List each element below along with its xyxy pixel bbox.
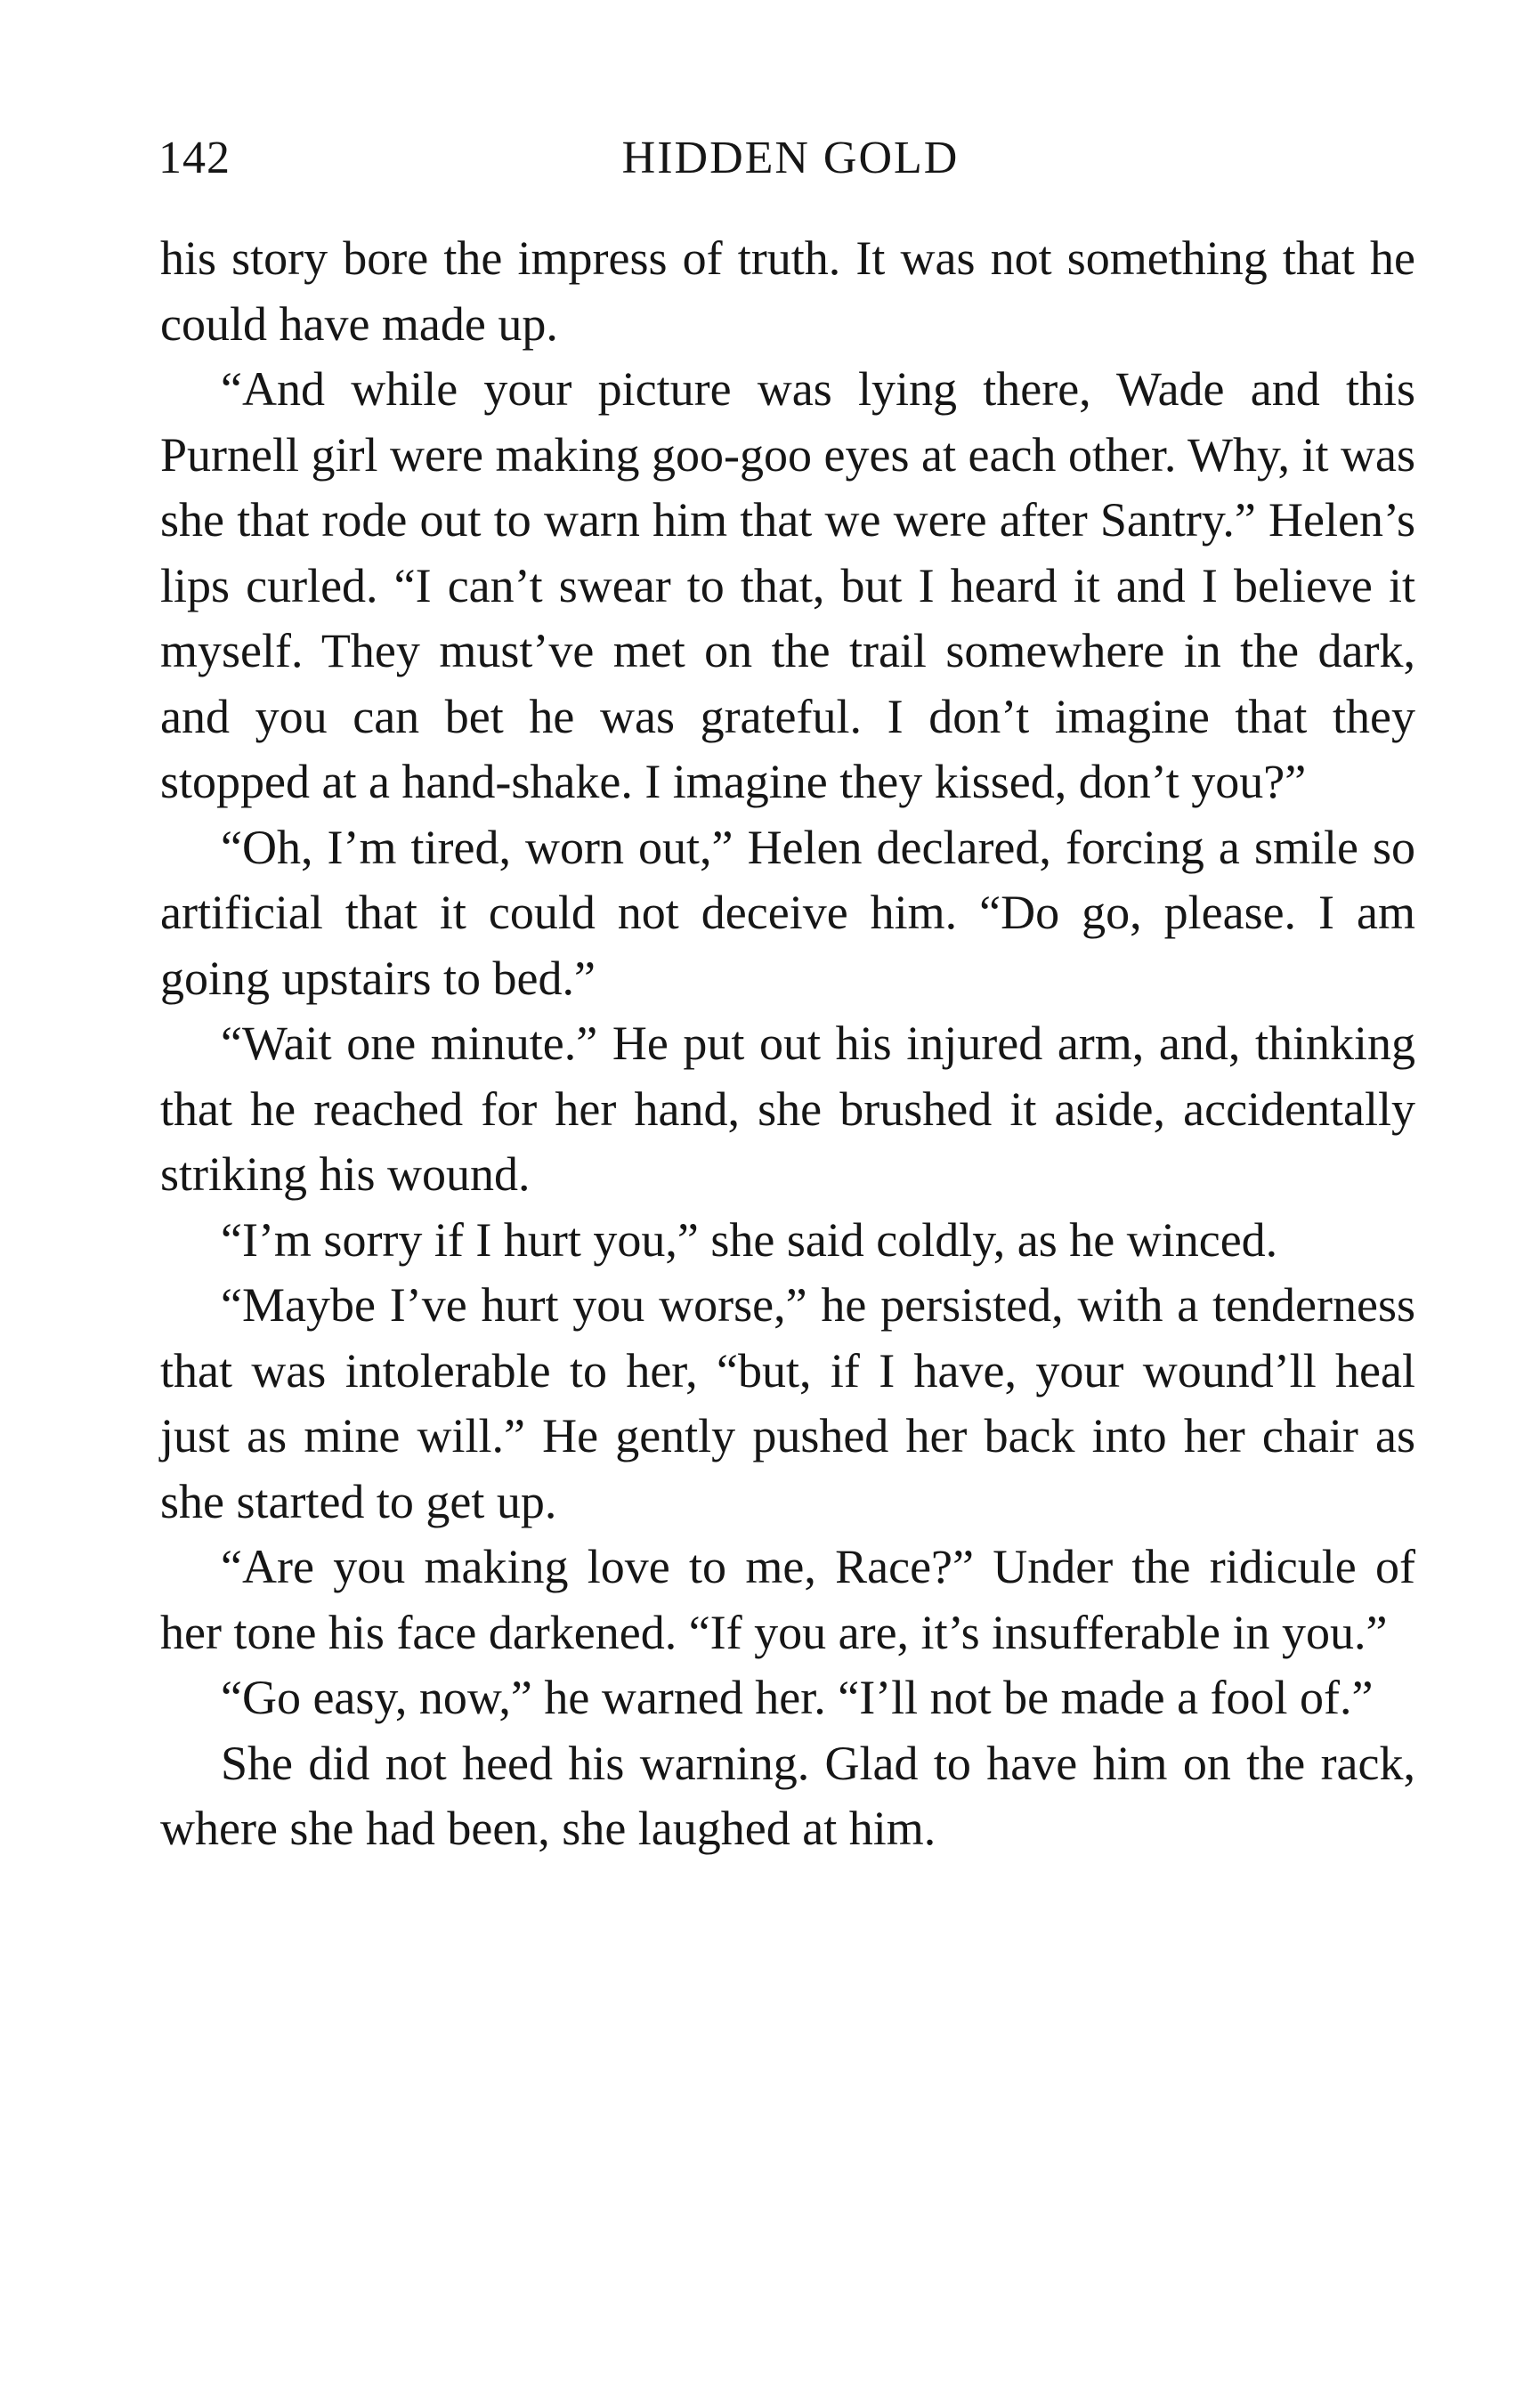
running-title: HIDDEN GOLD (621, 133, 960, 183)
paragraph-4: “Wait one minute.” He put out his injured arm, and, thinking that he reached for her hand, she brushed it aside, accidentally striking his wound. (160, 1017, 1415, 1201)
paragraph-9: She did not heed his warning. Glad to have him on the rack, where she had been, she laughed at him. (160, 1736, 1415, 1855)
paragraph-5: “I’m sorry if I hurt you,” she said coldly, as he winced. (221, 1212, 1278, 1267)
paragraph-2: “And while your picture was lying there, Wade and this Purnell girl were making goo-goo eyes at each other. Why, it was she that rode out to warn him that we were after Santry.” Helen’s lips curled. “I can’t swear to that, but I heard it and I believe it myself. They must’ve met on the trail somewhere in the dark, and you can bet he was grateful. I don’t imagine that they stopped at a hand-shake. I imagine they kissed, don’t you?” (160, 362, 1415, 808)
body-text (160, 226, 1415, 1862)
paragraph-6: “Maybe I’ve hurt you worse,” he persisted, with a tenderness that was intolerable to her, “but, if I have, your wound’ll heal just as mine will.” He gently pushed her back into her chair as she started to get up. (160, 1278, 1415, 1528)
paragraph-7: “Are you making love to me, Race?” Under the ridicule of her tone his face darkened. “If you are, it’s insufferable in you.” (160, 1540, 1415, 1659)
paragraph-1: his story bore the impress of truth. It was not something that he could have made up. (160, 231, 1415, 351)
paragraph-3: “Oh, I’m tired, worn out,” Helen declared, forcing a smile so artificial that it could not deceive him. “Do go, please. I am going upstairs to bed.” (160, 820, 1415, 1005)
paragraph-8: “Go easy, now,” he warned her. “I’ll not be made a fool of.” (221, 1671, 1374, 1724)
page-number: 142 (158, 133, 231, 183)
page-header (158, 132, 1422, 194)
